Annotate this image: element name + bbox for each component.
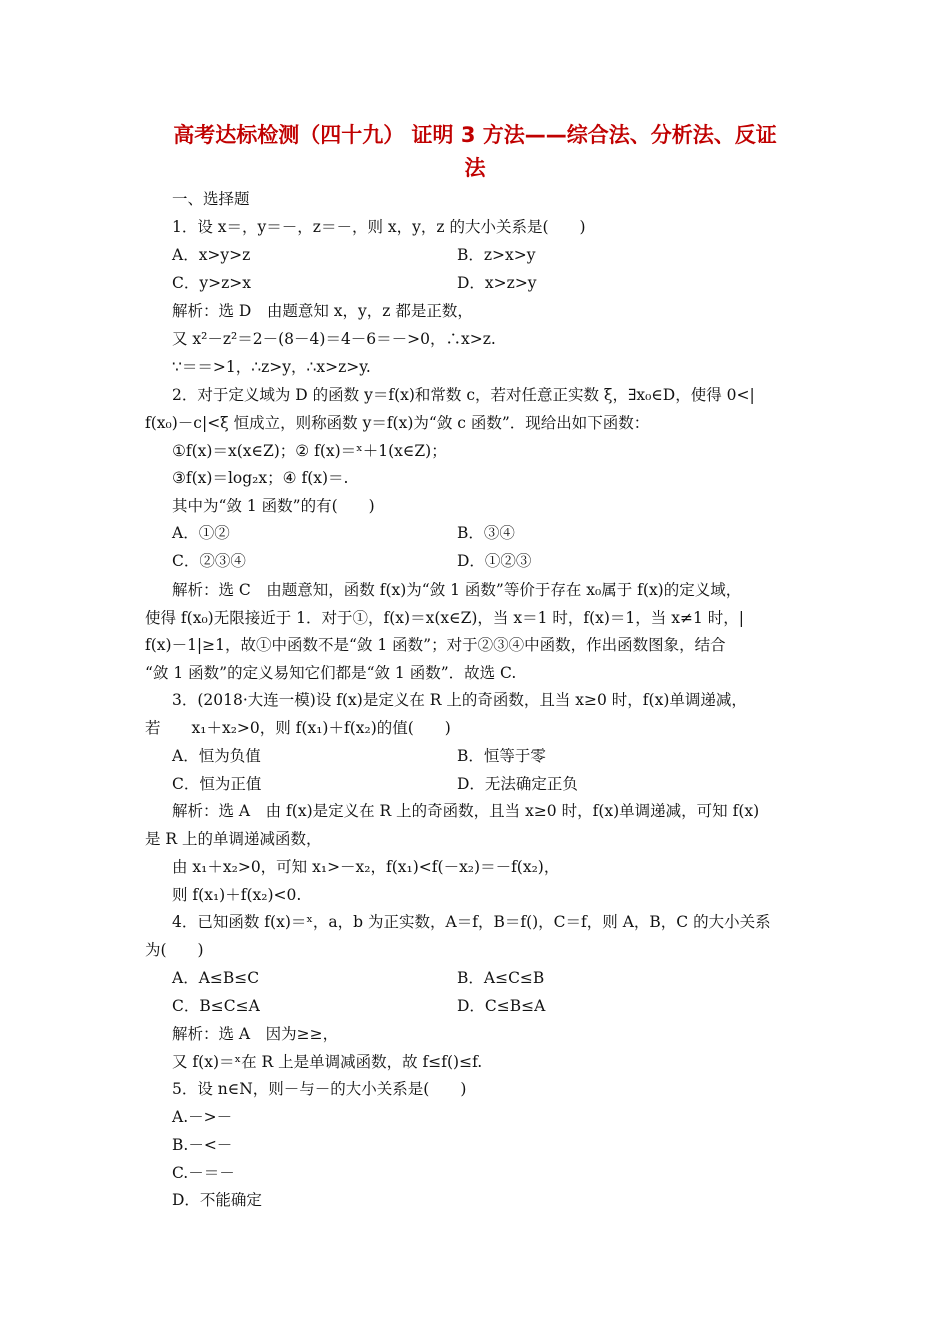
q3-option-b: B．恒等于零 [457,747,546,765]
q1-stem: 1．设 x＝，y＝－，z＝－，则 x，y，z 的大小关系是( ) [172,218,586,236]
q2-stem: f(x₀)－c|<ξ 恒成立，则称函数 y＝f(x)为“敛 c 函数”．现给出如下函数： [145,414,650,432]
q2-solution: “敛 1 函数”的定义易知它们都是“敛 1 函数”．故选 C. [145,664,517,682]
q1-option-a: A．x>y>z [172,246,251,264]
q2-option-b: B．③④ [457,524,515,542]
q4-stem: 为( ) [145,941,204,959]
q5-option-a: A.－>－ [172,1108,233,1126]
q5-stem: 5．设 n∈N，则－与－的大小关系是( ) [172,1080,467,1098]
q2-solution: 解析：选 C 由题意知，函数 f(x)为“敛 1 函数”等价于存在 x₀属于 f(x)的定义域， [172,581,742,599]
q4-option-c: C．B≤C≤A [172,997,260,1015]
q2-stem: ③f(x)＝log₂x；④ f(x)＝. [172,469,349,487]
q4-option-d: D．C≤B≤A [457,997,546,1015]
q3-option-a: A．恒为负值 [172,747,261,765]
q2-stem: 2．对于定义域为 D 的函数 y＝f(x)和常数 c，若对任意正实数 ξ，∃x₀∈D，使得 0<| [172,386,755,404]
q5-option-b: B.－<－ [172,1136,233,1154]
q1-option-d: D．x>z>y [457,274,537,292]
document-title-cont: 法 [464,156,486,180]
q1-option-b: B．z>x>y [457,246,536,264]
document-title: 高考达标检测（四十九） 证明 3 方法——综合法、分析法、反证 [173,123,777,147]
q3-option-d: D．无法确定正负 [457,775,578,793]
q3-option-c: C．恒为正值 [172,775,262,793]
q2-option-a: A．①② [172,524,230,542]
q1-option-c: C．y>z>x [172,274,251,292]
q4-solution: 又 f(x)＝ˣ在 R 上是单调减函数，故 f≤f()≤f. [172,1053,483,1071]
q3-stem: 若 x₁＋x₂>0，则 f(x₁)＋f(x₂)的值( ) [145,719,451,737]
q1-solution: 又 x²－z²＝2－(8－4)＝4－6＝－>0，∴x>z. [172,330,496,348]
q4-stem: 4．已知函数 f(x)＝ˣ，a，b 为正实数，A＝f，B＝f()，C＝f，则 A，B，C 的大小关系 [172,913,771,931]
q2-solution: 使得 f(x₀)无限接近于 1．对于①，f(x)＝x(x∈Z)，当 x＝1 时，f(x)＝1，当 x≠1 时，| [145,609,744,627]
q4-option-a: A．A≤B≤C [172,969,260,987]
q4-solution: 解析：选 A 因为≥≥， [172,1025,339,1043]
section-heading: 一、选择题 [172,190,250,208]
q2-stem: 其中为“敛 1 函数”的有( ) [172,497,375,515]
q3-solution: 是 R 上的单调递减函数， [145,830,322,848]
q4-option-b: B．A≤C≤B [457,969,545,987]
q3-solution: 则 f(x₁)＋f(x₂)<0. [172,886,302,904]
q2-option-c: C．②③④ [172,552,246,570]
q2-solution: f(x)－1|≥1，故①中函数不是“敛 1 函数”；对于②③④中函数，作出函数图象，结合 [145,636,726,654]
q5-option-c: C.－＝－ [172,1164,235,1182]
q3-solution: 解析：选 A 由 f(x)是定义在 R 上的奇函数，且当 x≥0 时，f(x)单调递减，可知 f(x) [172,802,760,820]
q2-option-d: D．①②③ [457,552,532,570]
q3-stem: 3．(2018·大连一模)设 f(x)是定义在 R 上的奇函数，且当 x≥0 时，f(x)单调递减， [172,691,747,709]
q1-solution: 解析：选 D 由题意知 x，y，z 都是正数， [172,302,473,320]
q2-stem: ①f(x)＝x(x∈Z)；② f(x)＝ˣ＋1(x∈Z)； [172,442,447,460]
q3-solution: 由 x₁＋x₂>0，可知 x₁>－x₂，f(x₁)<f(－x₂)＝－f(x₂)， [172,858,560,876]
q5-option-d: D．不能确定 [172,1191,262,1209]
q1-solution: ∵＝＝>1，∴z>y，∴x>z>y. [172,358,371,376]
